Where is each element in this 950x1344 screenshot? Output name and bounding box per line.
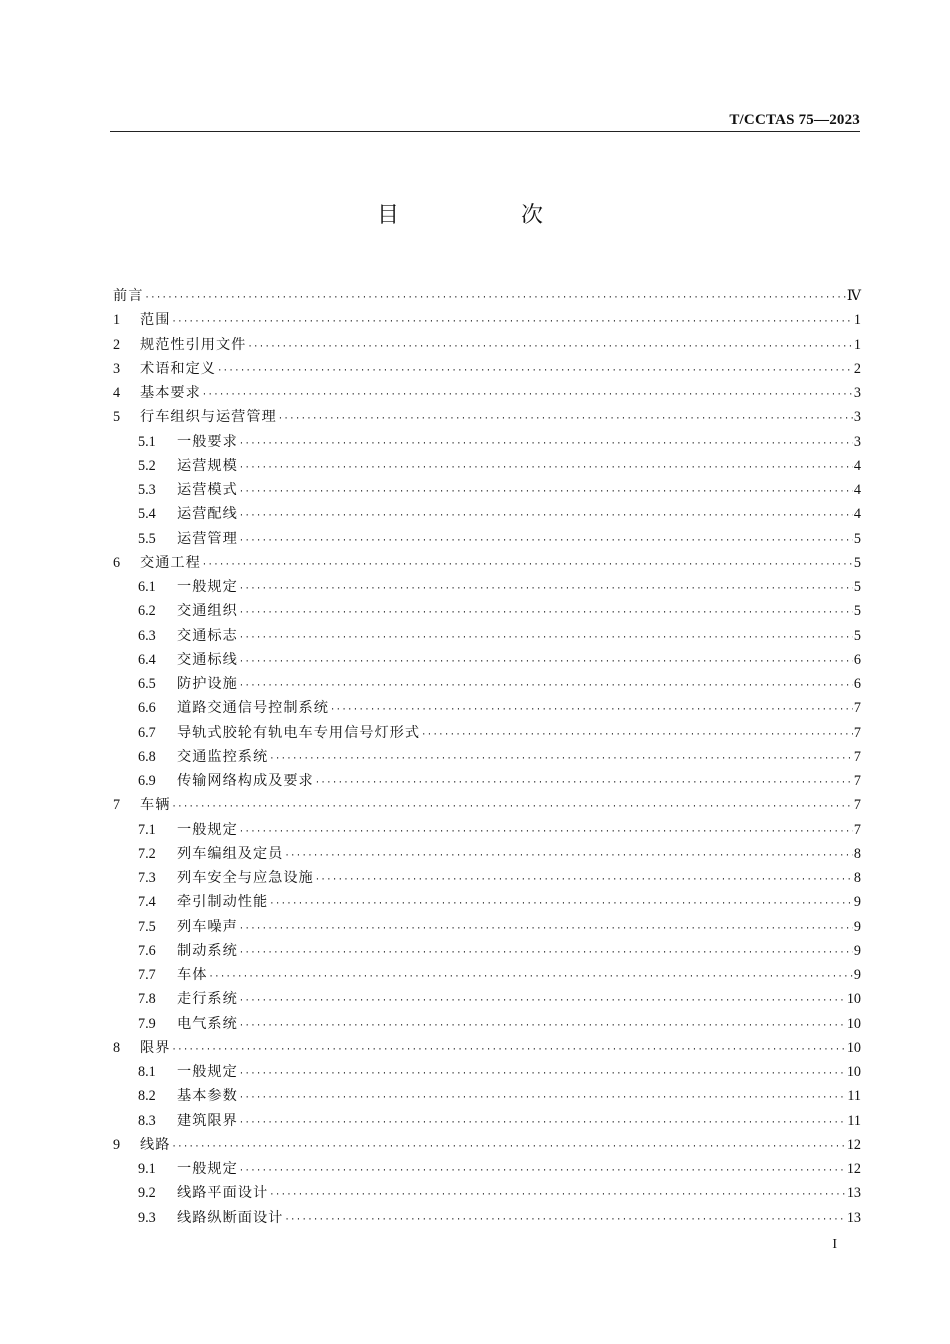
toc-entry-page: 9: [853, 967, 861, 983]
toc-entry[interactable]: [113, 746, 861, 770]
dot-leader: [202, 390, 853, 400]
toc-entry-page: 11: [847, 1112, 861, 1129]
toc-entry[interactable]: [113, 649, 861, 673]
toc-entry-page: 7: [853, 700, 861, 717]
toc-entry[interactable]: [113, 1158, 861, 1182]
toc-entry-title: 一般要求: [177, 433, 238, 450]
toc-entry[interactable]: [113, 1207, 861, 1231]
toc-entry-number: 5.3: [138, 482, 156, 498]
toc-entry-number: 6: [113, 554, 121, 571]
toc-entry-title: 制动系统: [177, 942, 238, 959]
toc-entry-page: 12: [846, 1161, 861, 1177]
toc-entry-title: 交通工程: [140, 554, 201, 571]
dot-leader: [239, 827, 853, 837]
dot-leader: [278, 414, 853, 424]
toc-entry[interactable]: [113, 794, 861, 818]
dot-leader: [315, 875, 853, 885]
toc-entry-title: 车体: [177, 967, 208, 983]
dot-leader: [171, 317, 853, 327]
dot-leader: [208, 972, 853, 982]
toc-entry-title: 交通标线: [177, 651, 238, 668]
toc-entry-number: 9.2: [138, 1185, 156, 1202]
toc-entry-number: 6.6: [138, 700, 156, 717]
toc-entry[interactable]: [113, 528, 861, 552]
toc-entry-page: 10: [846, 1039, 861, 1056]
toc-entry-number: 5.5: [138, 530, 156, 547]
toc-entry[interactable]: [113, 455, 861, 479]
dot-leader: [239, 1093, 847, 1103]
toc-entry[interactable]: [113, 697, 861, 721]
dot-leader: [239, 439, 853, 449]
toc-entry[interactable]: [113, 843, 861, 867]
toc-entry-title: 车辆: [140, 797, 171, 814]
toc-entry-number: 9: [113, 1136, 121, 1153]
toc-entry[interactable]: [113, 1182, 861, 1206]
toc-entry[interactable]: [113, 770, 861, 794]
toc-entry-page: Ⅳ: [846, 288, 861, 304]
toc-entry-page: 6: [853, 651, 861, 668]
toc-entry-page: 12: [846, 1136, 861, 1153]
toc-entry-number: 6.7: [138, 724, 156, 741]
dot-leader: [330, 705, 853, 715]
toc-entry-number: 6.4: [138, 651, 156, 668]
toc-entry-title: 交通组织: [177, 603, 238, 620]
toc-entry-page: 7: [853, 797, 861, 814]
toc-entry-number: 7.5: [138, 918, 156, 935]
toc-entry[interactable]: [113, 819, 861, 843]
dot-leader: [239, 463, 853, 473]
toc-entry-number: 6.8: [138, 748, 156, 765]
toc-entry-page: 1: [853, 336, 861, 353]
toc-entry-title: 线路纵断面设计: [177, 1209, 284, 1226]
toc-entry-number: 7.8: [138, 991, 156, 1008]
dot-leader: [239, 584, 853, 594]
toc-entry-title: 电气系统: [177, 1015, 238, 1032]
toc-entry-page: 4: [853, 506, 861, 523]
dot-leader: [144, 293, 845, 303]
dot-leader: [171, 1142, 845, 1152]
toc-entry-title: 建筑限界: [177, 1112, 238, 1129]
toc-entry-page: 9: [853, 942, 861, 959]
dot-leader: [421, 730, 853, 740]
toc-entry-title: 一般规定: [177, 1064, 238, 1080]
toc-entry-title: 一般规定: [177, 579, 238, 595]
dot-leader: [239, 511, 853, 521]
toc-entry[interactable]: [113, 382, 861, 406]
dot-leader: [239, 657, 853, 667]
toc-entry-number: 7.3: [138, 870, 156, 886]
toc-entry[interactable]: [113, 552, 861, 576]
toc-entry[interactable]: [113, 916, 861, 940]
dot-leader: [239, 996, 846, 1006]
toc-entry[interactable]: [113, 309, 861, 333]
toc-entry-page: 3: [853, 409, 861, 426]
dot-leader: [239, 948, 853, 958]
toc-entry-page: 4: [853, 457, 861, 474]
toc-entry-page: 3: [853, 433, 861, 450]
toc-entry[interactable]: [113, 1134, 861, 1158]
dot-leader: [284, 851, 853, 861]
dot-leader: [239, 487, 853, 497]
toc-entry-page: 5: [853, 530, 861, 547]
toc-entry-title: 防护设施: [177, 676, 238, 692]
toc-entry-number: 6.1: [138, 579, 156, 595]
toc-entry-number: 2: [113, 336, 121, 353]
toc-entry-title: 术语和定义: [140, 360, 216, 377]
toc-entry-number: 7.6: [138, 942, 156, 959]
toc-entry-title: 行车组织与运营管理: [140, 409, 277, 426]
toc-entry-title: 交通监控系统: [177, 748, 269, 765]
dot-leader: [171, 1045, 845, 1055]
dot-leader: [217, 366, 853, 376]
toc-entry-number: 9.3: [138, 1209, 156, 1226]
toc-entry[interactable]: [113, 673, 861, 697]
toc-entry-number: 8.3: [138, 1112, 156, 1129]
toc-entry-title: 牵引制动性能: [177, 894, 269, 911]
dot-leader: [239, 1166, 846, 1176]
dot-leader: [171, 802, 853, 812]
dot-leader: [239, 536, 853, 546]
toc-entry-number: 1: [113, 312, 121, 329]
dot-leader: [239, 608, 853, 618]
toc-entry-number: 6.3: [138, 627, 156, 644]
toc-entry[interactable]: [113, 479, 861, 503]
table-of-contents: [113, 285, 861, 1231]
toc-entry-page: 11: [847, 1088, 861, 1105]
toc-entry-number: 5: [113, 409, 121, 426]
toc-entry[interactable]: [113, 406, 861, 430]
toc-entry-number: 8.2: [138, 1088, 156, 1105]
toc-entry-title: 走行系统: [177, 991, 238, 1008]
toc-entry[interactable]: [113, 940, 861, 964]
toc-entry-number: 7.1: [138, 821, 156, 838]
standard-code: T/CCTAS 75—2023: [729, 112, 860, 128]
dot-leader: [239, 924, 853, 934]
toc-entry-title: 列车安全与应急设施: [177, 870, 314, 886]
toc-entry[interactable]: [113, 358, 861, 382]
toc-entry-page: 2: [853, 360, 861, 377]
toc-entry[interactable]: [113, 722, 861, 746]
dot-leader: [269, 1190, 846, 1200]
dot-leader: [269, 754, 853, 764]
toc-entry-number: 3: [113, 360, 121, 377]
toc-entry-title: 列车编组及定员: [177, 845, 284, 862]
dot-leader: [239, 633, 853, 643]
header-rule: [110, 131, 860, 132]
toc-entry-number: 6.5: [138, 676, 156, 692]
toc-entry[interactable]: [113, 431, 861, 455]
toc-entry-page: 7: [853, 724, 861, 741]
dot-leader: [239, 1118, 847, 1128]
toc-entry-title: 线路: [140, 1136, 171, 1153]
toc-entry[interactable]: [113, 600, 861, 624]
toc-entry[interactable]: [113, 576, 861, 600]
toc-entry-number: 5.1: [138, 433, 156, 450]
toc-entry[interactable]: [113, 285, 861, 309]
toc-entry-page: 7: [853, 821, 861, 838]
toc-entry-number: 9.1: [138, 1161, 156, 1177]
toc-entry-page: 13: [846, 1209, 861, 1226]
toc-entry-page: 10: [846, 991, 861, 1008]
dot-leader: [247, 342, 853, 352]
dot-leader: [315, 778, 853, 788]
toc-entry-title: 运营管理: [177, 530, 238, 547]
toc-entry-page: 7: [853, 773, 861, 789]
toc-entry-title: 运营模式: [177, 482, 238, 498]
toc-entry[interactable]: [113, 1061, 861, 1085]
toc-entry-number: 6.9: [138, 773, 156, 789]
toc-entry-page: 9: [853, 894, 861, 911]
toc-entry-title: 列车噪声: [177, 918, 238, 935]
toc-entry[interactable]: [113, 891, 861, 915]
dot-leader: [269, 899, 853, 909]
toc-entry-page: 6: [853, 676, 861, 692]
toc-entry[interactable]: [113, 503, 861, 527]
dot-leader: [239, 1069, 846, 1079]
toc-entry-title: 一般规定: [177, 1161, 238, 1177]
toc-entry-page: 5: [853, 603, 861, 620]
toc-entry-page: 9: [853, 918, 861, 935]
toc-entry-title: 规范性引用文件: [140, 336, 247, 353]
toc-entry-title: 交通标志: [177, 627, 238, 644]
toc-entry[interactable]: [113, 988, 861, 1012]
toc-entry-title: 基本要求: [140, 385, 201, 401]
toc-entry-page: 3: [853, 385, 861, 401]
toc-entry-title: 道路交通信号控制系统: [177, 700, 329, 717]
toc-entry[interactable]: [113, 1013, 861, 1037]
toc-entry-number: 5.2: [138, 457, 156, 474]
toc-entry-title: 限界: [140, 1039, 171, 1056]
toc-entry-number: 7: [113, 797, 121, 814]
toc-entry-title: 传输网络构成及要求: [177, 773, 314, 789]
toc-entry-number: 7.2: [138, 845, 156, 862]
toc-entry-number: 8.1: [138, 1064, 156, 1080]
dot-leader: [284, 1215, 845, 1225]
toc-entry-number: 7.9: [138, 1015, 156, 1032]
toc-entry[interactable]: [113, 1037, 861, 1061]
toc-entry-number: 7.7: [138, 967, 156, 983]
toc-entry-number: 7.4: [138, 894, 156, 911]
toc-entry-page: 10: [846, 1064, 861, 1080]
toc-entry-page: 1: [853, 312, 861, 329]
toc-entry-page: 8: [853, 845, 861, 862]
toc-entry-title: 基本参数: [177, 1088, 238, 1105]
toc-entry-number: 6.2: [138, 603, 156, 620]
toc-entry-number: 5.4: [138, 506, 156, 523]
toc-entry-page: 10: [846, 1015, 861, 1032]
toc-entry-page: 7: [853, 748, 861, 765]
toc-entry-title: 运营规模: [177, 457, 238, 474]
toc-entry-page: 5: [853, 627, 861, 644]
dot-leader: [239, 681, 853, 691]
toc-entry-number: 4: [113, 385, 121, 401]
dot-leader: [239, 1021, 846, 1031]
toc-entry-page: 13: [846, 1185, 861, 1202]
toc-entry[interactable]: [113, 334, 861, 358]
page-number: I: [832, 1237, 837, 1252]
toc-entry[interactable]: [113, 1110, 861, 1134]
toc-entry-title: 前言: [113, 288, 144, 304]
toc-entry-number: 8: [113, 1039, 121, 1056]
toc-entry[interactable]: [113, 867, 861, 891]
toc-entry[interactable]: [113, 964, 861, 988]
dot-leader: [202, 560, 853, 570]
toc-entry-title: 运营配线: [177, 506, 238, 523]
toc-entry-title: 范围: [140, 312, 171, 329]
toc-entry-title: 线路平面设计: [177, 1185, 269, 1202]
toc-entry-title: 一般规定: [177, 821, 238, 838]
toc-entry-page: 8: [853, 870, 861, 886]
toc-entry-page: 4: [853, 482, 861, 498]
toc-entry-page: 5: [853, 554, 861, 571]
toc-entry-page: 5: [853, 579, 861, 595]
toc-entry[interactable]: [113, 625, 861, 649]
toc-entry-title: 导轨式胶轮有轨电车专用信号灯形式: [177, 724, 421, 741]
toc-entry[interactable]: [113, 1085, 861, 1109]
toc-title: 目 次: [376, 203, 593, 228]
